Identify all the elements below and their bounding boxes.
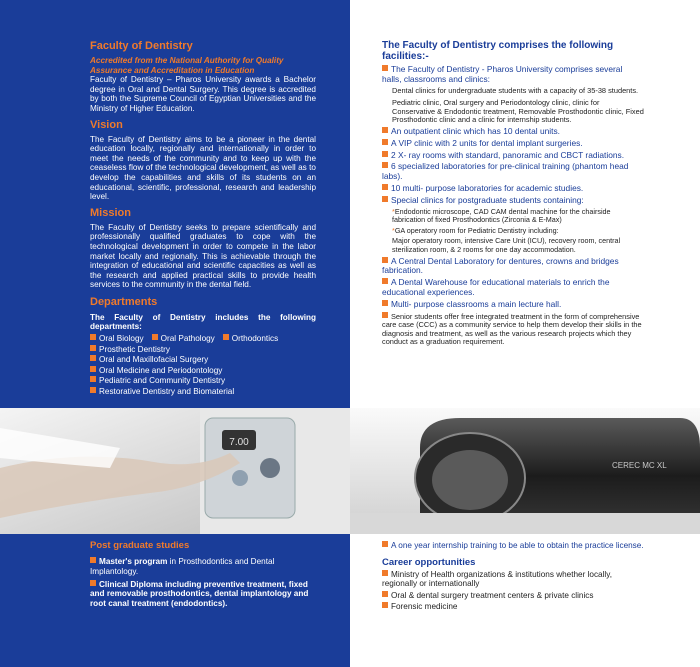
right-panel [350,0,700,408]
asterisk-icon: * [392,206,395,216]
facility-subtext: *GA operatory room for Pediatric Dentistry including: [392,225,559,235]
facility-item: Special clinics for postgraduate students containing: [382,196,644,206]
department-item: Prosthetic Dentistry [90,345,316,356]
facility-subtext: Major operatory room, intensive Care Unit (ICU), recovery room, central sterilization room, & 2 rooms for one day accommodation. [392,236,621,254]
bullet-icon [382,139,388,145]
mission-title: Mission [90,206,131,219]
vision-text: The Faculty of Dentistry aims to be a pioneer in the dental education locally, regionally and internationally in order to meet the needs of the community and to keep up with the ceaseless flow of the technological development, as well as to develop the capabilities and skills of its students on an educational, scientific, professional, research and leadership level. [90,134,316,202]
facility-item: 6 specialized laboratories for pre-clinical training (phantom head labs). [382,161,629,182]
photo-band [0,408,700,534]
bullet-icon [152,334,158,340]
milling-window [432,450,508,510]
accreditation-text: Accredited from the National Authority for Quality Assurance and Accreditation in Education [90,56,284,75]
facility-subtext: Pediatric clinic, Oral surgery and Periodontology clinic, clinic for Conservative & Endodontic treatment, Removable Prosthodontic clinic, Fixed Prosthodontic clinic and a clinic for internship students. [392,98,644,125]
bullet-icon [382,570,388,576]
internship-item: A one year internship training to be able to obtain the practice license. [382,541,644,551]
facility-subtext: *Endodontic microscope, CAD CAM dental machine for the chairside fabrication of fixed Prosthodontics (Zirconia & E-Max) [392,206,611,225]
facility-item: 10 multi- purpose laboratories for academic studies. [382,184,644,194]
department-item: Restorative Dentistry and Biomaterial [90,387,316,398]
career-item: Ministry of Health organizations & institutions whether locally, regionally or internationally [382,569,613,589]
department-item: Oral Biology [90,334,144,345]
facility-item: A Central Dental Laboratory for dentures, crowns and bridges fabrication. [382,255,619,276]
facility-item: A VIP clinic with 2 units for dental implant surgeries. [382,139,644,149]
bullet-icon [223,334,229,340]
postgrad-item: Clinical Diploma including preventive treatment, fixed and removable prosthodontics, dental implantology and root canal treatment (endodontics). [90,579,309,609]
department-item: Orthodontics [223,334,278,345]
postgrad-panel [0,534,350,667]
asterisk-icon: * [392,225,395,235]
bullet-icon [90,557,96,563]
bullet-icon [382,602,388,608]
bullet-icon [382,151,388,157]
postgrad-item: Master's program in Prosthodontics and Dental Implantology. [90,557,275,576]
department-item: Pediatric and Community Dentistry [90,376,316,387]
bullet-icon [382,257,388,263]
career-title: Career opportunities [382,556,476,568]
bullet-icon [382,162,388,168]
vision-title: Vision [90,118,123,131]
facility-item: Senior students offer free integrated treatment in the form of comprehensive care case (CCC) as a community service to help them develop their skills in the diagnosis and treatment, as well as the various research projects which they conduct as a graduation requirement. [382,311,642,347]
bullet-icon [90,366,96,372]
departments-row [90,334,316,345]
department-item: Oral and Maxillofacial Surgery [90,355,316,366]
department-item: Oral Pathology [152,334,215,345]
career-content [382,539,644,612]
career-item: Oral & dental surgery treatment centers & private clinics [382,591,644,601]
facility-subtext: Dental clinics for undergraduate students with a capacity of 35-38 students. [392,85,639,95]
career-panel [350,534,700,667]
departments-title: Departments [90,295,158,308]
machine-brand-label: CEREC MC XL [612,461,667,470]
bullet-icon [90,355,96,361]
device-display-value: 7.00 [229,437,249,448]
bullet-icon [382,184,388,190]
equipment-photos [0,408,700,534]
bullet-icon [382,312,388,318]
bullet-icon [382,196,388,202]
facility-item: Multi- purpose classrooms a main lecture hall. [382,300,644,310]
bullet-icon [90,580,96,586]
bullet-icon [382,65,388,71]
facilities-title: The Faculty of Dentistry comprises the following facilities:- [382,40,614,62]
left-panel [0,0,350,408]
bullet-icon [382,300,388,306]
intro-text: Faculty of Dentistry – Pharos University awards a Bachelor degree in Oral and Dental Surgery. This degree is accredited by both the Supreme Council of Egyptian Universities and the Ministry of Higher Education. [90,75,316,113]
postgrad-title: Post graduate studies [90,540,190,551]
bullet-icon [382,541,388,547]
facility-item: The Faculty of Dentistry - Pharos University comprises several halls, classrooms and clinics: [382,64,623,84]
device-knob-icon [260,458,280,478]
bullet-icon [382,591,388,597]
postgrad-content [90,539,320,609]
bullet-icon [382,127,388,133]
bullet-icon [90,387,96,393]
bullet-icon [90,334,96,340]
mission-text: The Faculty of Dentistry seeks to prepare scientifically and professionally qualified graduates to cope with the technological development in order to compete in the labor market locally and regionally. This is achievable through the integration of educational and scientific capacities as well as the research and applied practical skills to provide health services to the community in the dental field. [90,222,316,290]
career-item: Forensic medicine [382,602,644,612]
facilities-content [382,40,644,347]
facility-item: An outpatient clinic which has 10 dental units. [382,127,644,137]
faculty-title: Faculty of Dentistry [90,40,193,52]
left-content [90,40,316,397]
departments-intro: The Faculty of Dentistry includes the following departments: [90,312,316,332]
bullet-icon [382,278,388,284]
bullet-icon [90,345,96,351]
bullet-icon [90,376,96,382]
device-button-icon [232,470,248,486]
base-surface [350,513,700,534]
department-item: Oral Medicine and Periodontology [90,366,316,377]
facility-item: A Dental Warehouse for educational materials to enrich the educational experiences. [382,277,610,297]
facility-item: 2 X- ray rooms with standard, panoramic and CBCT radiations. [382,151,644,161]
